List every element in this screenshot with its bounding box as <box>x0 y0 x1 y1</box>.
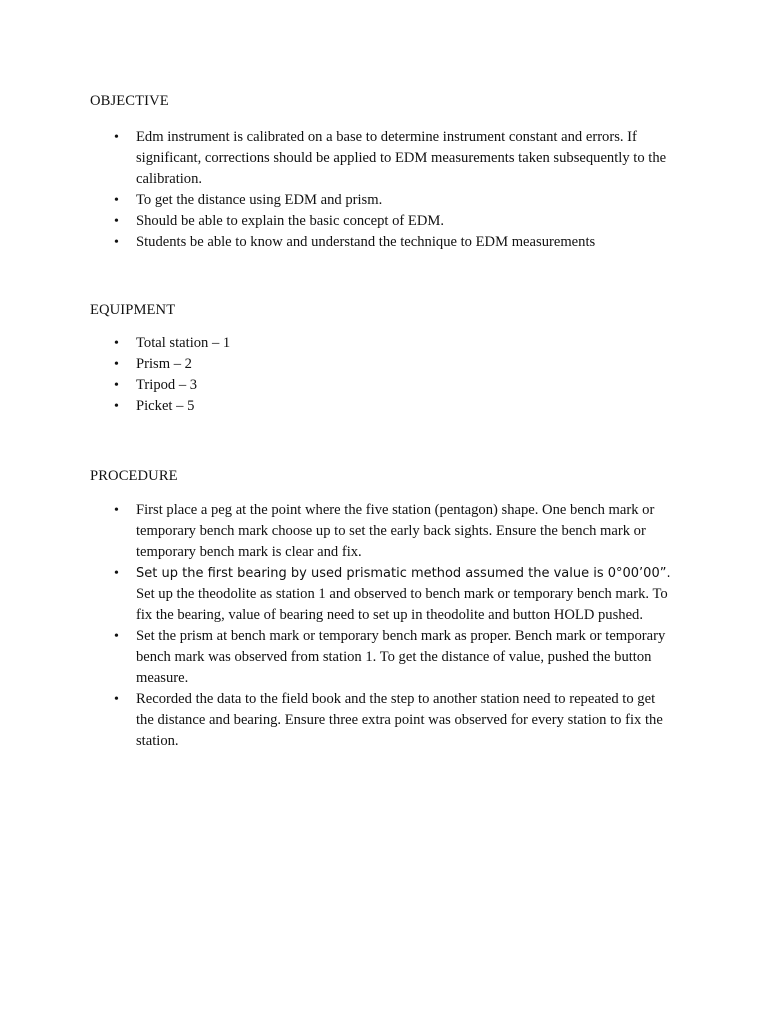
list-item <box>90 500 690 563</box>
objective-item-1: Edm instrument is calibrated on a base to determine instrument constant and errors. If significant, corrections should be applied to EDM measurements taken subsequently to the calibration. <box>136 129 667 187</box>
bullet-icon: • <box>114 336 119 351</box>
equipment-item-1: Total station – 1 <box>136 335 231 351</box>
procedure-item-4: Recorded the data to the field book and the step to another station need to repeated to get the distance and bearing. Ensure three extra point was observed for every station to fix the station. <box>136 691 663 749</box>
bullet-icon: • <box>114 130 119 145</box>
objective-item-3: Should be able to explain the basic concept of EDM. <box>136 213 445 229</box>
procedure-item-2-part1: Set up the first bearing by used prismatic method assumed the value is 0°00’00”. <box>136 566 671 581</box>
bullet-icon: • <box>114 566 119 581</box>
bullet-icon: • <box>114 692 119 707</box>
objective-item-2: To get the distance using EDM and prism. <box>136 192 383 208</box>
equipment-item-3: Tripod – 3 <box>136 377 198 393</box>
procedure-list <box>90 500 690 752</box>
objective-item-4: Students be able to know and understand the technique to EDM measurements <box>136 234 596 250</box>
equipment-item-2: Prism – 2 <box>136 356 192 372</box>
equipment-heading: EQUIPMENT <box>90 302 176 318</box>
list-item <box>90 190 690 211</box>
list-item <box>90 626 690 689</box>
list-item <box>90 333 690 354</box>
bullet-icon: • <box>114 399 119 414</box>
equipment-item-4: Picket – 5 <box>136 398 195 414</box>
list-item <box>90 232 690 253</box>
bullet-icon: • <box>114 629 119 644</box>
procedure-item-3: Set the prism at bench mark or temporary bench mark as proper. Bench mark or temporary bench mark was observed from station 1. To get the distance of value, pushed the button measure. <box>136 628 666 686</box>
bullet-icon: • <box>114 235 119 250</box>
bullet-icon: • <box>114 503 119 518</box>
procedure-item-2 <box>136 563 676 626</box>
objective-list <box>90 127 690 253</box>
procedure-item-2-part2: Set up the theodolite as station 1 and observed to bench mark or temporary bench mark. To fix the bearing, value of bearing need to set up in theodolite and button HOLD pushed. <box>136 586 668 623</box>
list-item <box>90 211 690 232</box>
list-item <box>90 689 690 752</box>
bullet-icon: • <box>114 357 119 372</box>
equipment-list <box>90 333 690 417</box>
list-item <box>90 396 690 417</box>
bullet-icon: • <box>114 378 119 393</box>
procedure-item-1: First place a peg at the point where the five station (pentagon) shape. One bench mark or temporary bench mark choose up to set the early back sights. Ensure the bench mark or temporary bench mark is clear and fix. <box>136 502 655 560</box>
list-item <box>90 354 690 375</box>
procedure-heading: PROCEDURE <box>90 468 178 484</box>
bullet-icon: • <box>114 214 119 229</box>
list-item <box>90 563 690 626</box>
list-item <box>90 375 690 396</box>
list-item <box>90 127 690 190</box>
bullet-icon: • <box>114 193 119 208</box>
objective-heading: OBJECTIVE <box>90 93 169 109</box>
